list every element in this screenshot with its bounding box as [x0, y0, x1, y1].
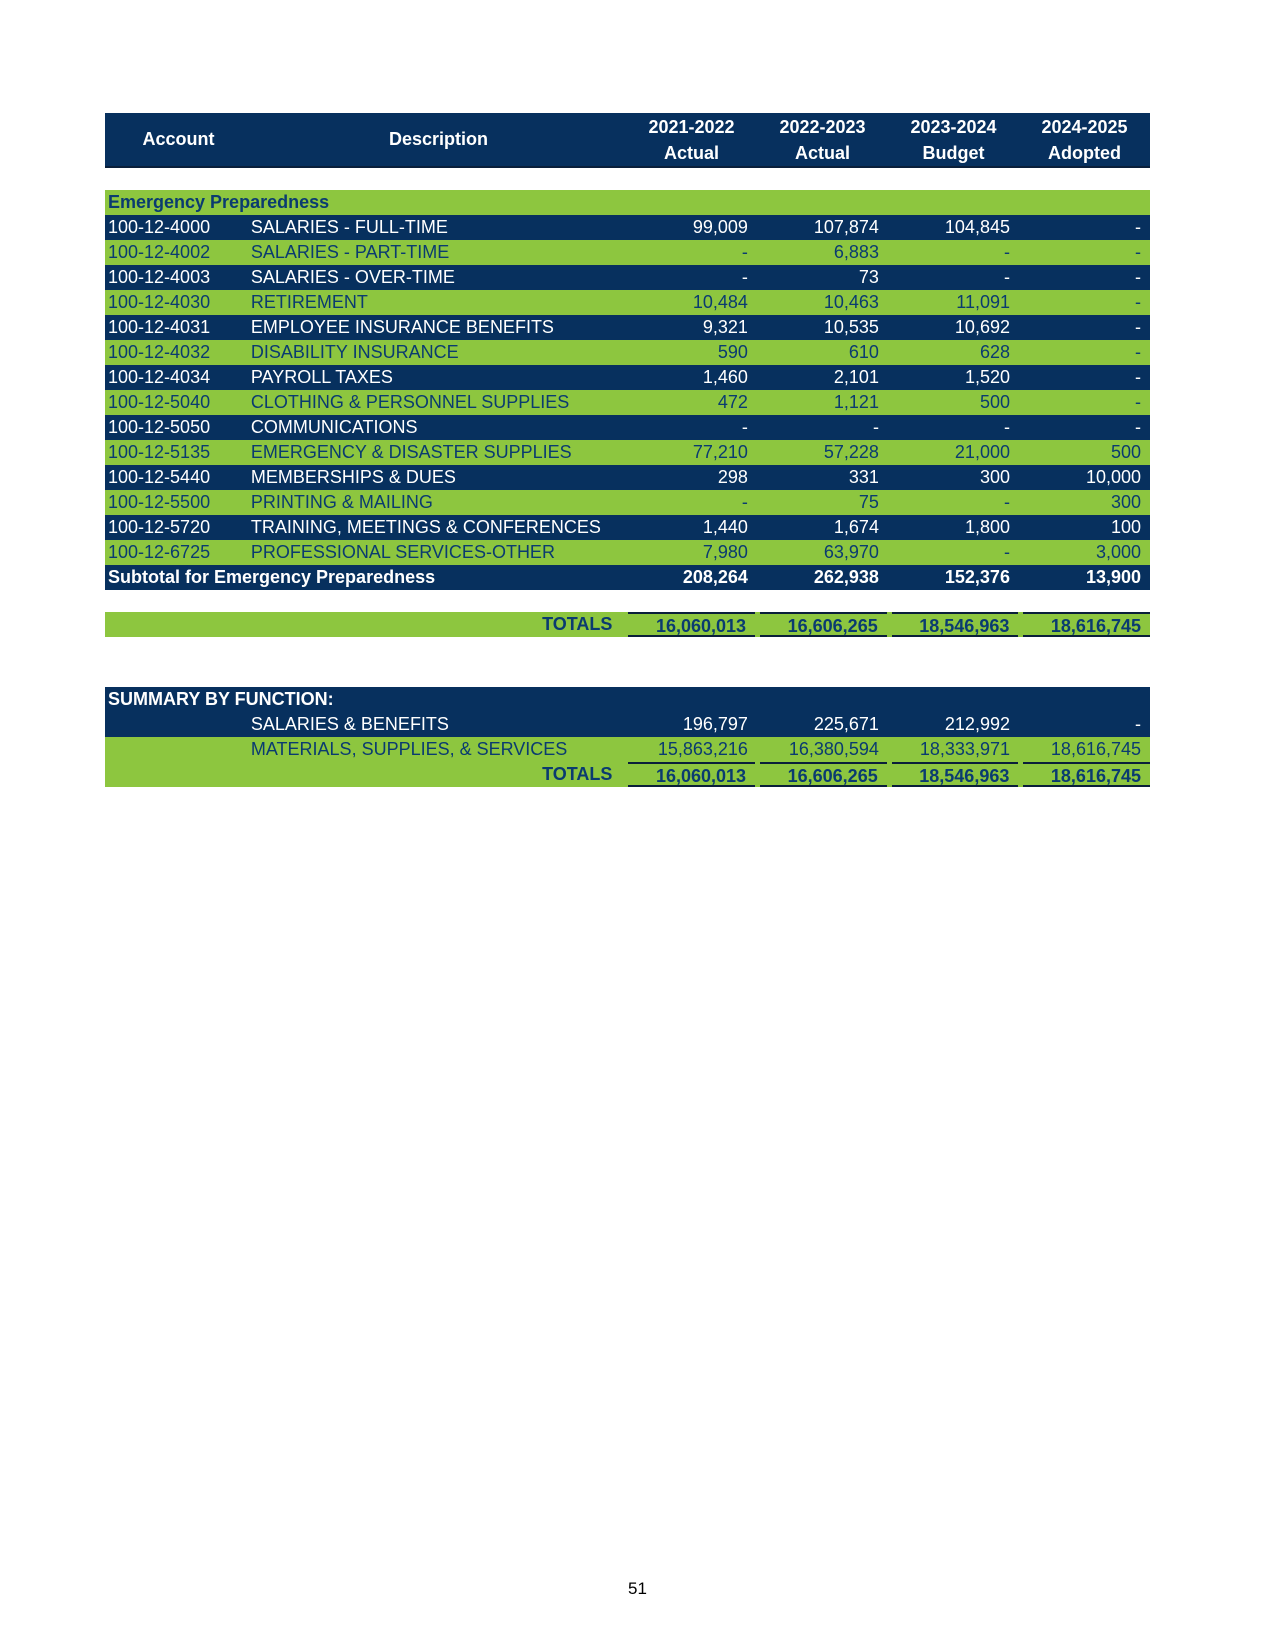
- amount-cell: 1,674: [833, 517, 879, 537]
- totals-label: TOTALS: [542, 614, 613, 634]
- amount-cell: 500: [979, 392, 1010, 412]
- amount-cell: 10,535: [823, 317, 879, 337]
- amount-cell: -: [1003, 417, 1010, 437]
- amount-cell: -: [1135, 417, 1142, 437]
- account-cell: 100-12-5050: [108, 417, 211, 437]
- description-cell: RETIREMENT: [250, 292, 368, 312]
- amount-cell: 107,874: [813, 217, 879, 237]
- header-year: 2022-2023: [779, 116, 866, 137]
- amount-cell: 500: [1110, 442, 1142, 462]
- description-cell: SALARIES - FULL-TIME: [250, 217, 448, 237]
- amount-cell: 77,210: [692, 442, 748, 462]
- account-cell: 100-12-5500: [108, 492, 211, 512]
- description-cell: SALARIES - OVER-TIME: [250, 267, 455, 287]
- account-cell: 100-12-4030: [108, 292, 211, 312]
- table-row: [105, 490, 1150, 515]
- summary-title: [105, 687, 1150, 712]
- amount-cell: -: [872, 417, 879, 437]
- section-rows: [105, 215, 1150, 565]
- subtotal-row: [105, 565, 1150, 590]
- table-row: [105, 290, 1150, 315]
- amount-cell: 7,980: [702, 542, 748, 562]
- description-cell: COMMUNICATIONS: [250, 417, 418, 437]
- header-type: Actual: [795, 142, 851, 163]
- table-row: [105, 340, 1150, 365]
- amount-cell: -: [1135, 367, 1142, 387]
- amount-cell: 628: [979, 342, 1010, 362]
- subtotal-value: 262,938: [813, 567, 879, 587]
- amount-cell: -: [1003, 542, 1010, 562]
- account-cell: 100-12-4003: [108, 267, 211, 287]
- amount-cell: 298: [717, 467, 748, 487]
- amount-cell: 15,863,216: [657, 739, 748, 759]
- summary-totals-row: [105, 762, 1150, 787]
- description-cell: TRAINING, MEETINGS & CONFERENCES: [250, 517, 601, 537]
- table-row: [105, 540, 1150, 565]
- summary-title-text: SUMMARY BY FUNCTION:: [108, 689, 334, 709]
- amount-cell: 590: [717, 342, 748, 362]
- amount-cell: 472: [717, 392, 748, 412]
- amount-cell: 1,440: [702, 517, 748, 537]
- totals-value: 18,616,745: [1023, 612, 1150, 637]
- amount-cell: 104,845: [944, 217, 1010, 237]
- amount-cell: 9,321: [702, 317, 748, 337]
- table-header: [105, 113, 1150, 168]
- amount-cell: -: [741, 417, 748, 437]
- totals-value: 18,546,963: [892, 612, 1019, 637]
- table-row: [105, 265, 1150, 290]
- header-type: Budget: [922, 142, 985, 163]
- account-cell: [105, 737, 249, 762]
- header-col-2024: [1019, 113, 1150, 166]
- account-cell: 100-12-6725: [108, 542, 211, 562]
- section-title: [105, 190, 1150, 215]
- amount-cell: 610: [848, 342, 879, 362]
- table-row: [105, 315, 1150, 340]
- amount-cell: 1,520: [964, 367, 1010, 387]
- totals-row: [105, 612, 1150, 637]
- header-type: Actual: [664, 142, 720, 163]
- account-cell: 100-12-5720: [108, 517, 211, 537]
- description-cell: PROFESSIONAL SERVICES-OTHER: [250, 542, 555, 562]
- amount-cell: 3,000: [1095, 542, 1142, 562]
- amount-cell: 21,000: [954, 442, 1010, 462]
- table-row: [105, 465, 1150, 490]
- amount-cell: -: [1135, 217, 1142, 237]
- header-type: Adopted: [1048, 142, 1122, 163]
- table-row: [105, 515, 1150, 540]
- amount-cell: -: [1135, 317, 1142, 337]
- amount-cell: -: [1135, 342, 1142, 362]
- description-cell: CLOTHING & PERSONNEL SUPPLIES: [250, 392, 570, 412]
- amount-cell: -: [1003, 492, 1010, 512]
- totals-label: TOTALS: [542, 764, 613, 784]
- account-cell: 100-12-4000: [108, 217, 211, 237]
- description-cell: DISABILITY INSURANCE: [250, 342, 459, 362]
- table-row: [105, 440, 1150, 465]
- header-description: Description: [388, 129, 488, 149]
- amount-cell: 196,797: [682, 714, 748, 734]
- header-col-2021: [626, 113, 757, 166]
- amount-cell: -: [1003, 267, 1010, 287]
- amount-cell: -: [1135, 392, 1142, 412]
- totals-value: 16,060,013: [628, 762, 755, 787]
- amount-cell: -: [1135, 714, 1142, 734]
- amount-cell: 225,671: [813, 714, 879, 734]
- page-number: 51: [628, 1579, 647, 1598]
- amount-cell: 1,460: [702, 367, 748, 387]
- account-cell: 100-12-4032: [108, 342, 211, 362]
- subtotal-value: 152,376: [944, 567, 1010, 587]
- account-cell: 100-12-5135: [108, 442, 211, 462]
- totals-value: 16,606,265: [760, 612, 887, 637]
- header-year: 2021-2022: [648, 116, 735, 137]
- spacer: [105, 637, 1150, 687]
- account-cell: 100-12-5040: [108, 392, 211, 412]
- table-row: [105, 415, 1150, 440]
- amount-cell: 75: [858, 492, 879, 512]
- table-row: [105, 365, 1150, 390]
- description-cell: MEMBERSHIPS & DUES: [250, 467, 456, 487]
- table-row: [105, 737, 1150, 762]
- description-cell: SALARIES & BENEFITS: [250, 714, 449, 734]
- amount-cell: -: [741, 242, 748, 262]
- amount-cell: 2,101: [833, 367, 879, 387]
- description-cell: SALARIES - PART-TIME: [250, 242, 450, 262]
- subtotal-value: 13,900: [1085, 567, 1141, 587]
- amount-cell: 331: [848, 467, 879, 487]
- amount-cell: 1,121: [833, 392, 879, 412]
- amount-cell: -: [1135, 292, 1142, 312]
- table-row: [105, 215, 1150, 240]
- header-col-2022: [757, 113, 888, 166]
- amount-cell: 18,333,971: [919, 739, 1010, 759]
- account-cell: 100-12-4034: [108, 367, 211, 387]
- totals-value: 18,546,963: [892, 762, 1019, 787]
- amount-cell: 73: [858, 267, 879, 287]
- header-year: 2024-2025: [1041, 116, 1128, 137]
- description-cell: EMERGENCY & DISASTER SUPPLIES: [250, 442, 572, 462]
- amount-cell: -: [741, 492, 748, 512]
- description-cell: MATERIALS, SUPPLIES, & SERVICES: [250, 739, 568, 759]
- amount-cell: 212,992: [944, 714, 1010, 734]
- amount-cell: 99,009: [692, 217, 748, 237]
- budget-document: [105, 113, 1150, 787]
- table-row: [105, 240, 1150, 265]
- description-cell: PAYROLL TAXES: [250, 367, 393, 387]
- summary-rows: [105, 712, 1150, 762]
- amount-cell: -: [1135, 267, 1142, 287]
- table-row: [105, 712, 1150, 737]
- amount-cell: 10,692: [954, 317, 1010, 337]
- amount-cell: 100: [1110, 517, 1142, 537]
- table-row: [105, 390, 1150, 415]
- amount-cell: 10,484: [692, 292, 748, 312]
- spacer: [105, 168, 1150, 190]
- spacer: [105, 590, 1150, 612]
- amount-cell: 57,228: [823, 442, 879, 462]
- account-cell: [105, 712, 249, 737]
- amount-cell: 1,800: [964, 517, 1010, 537]
- totals-value: 18,616,745: [1023, 762, 1150, 787]
- header-col-2023: [888, 113, 1019, 166]
- description-cell: EMPLOYEE INSURANCE BENEFITS: [250, 317, 554, 337]
- amount-cell: 18,616,745: [1050, 739, 1142, 759]
- amount-cell: 10,463: [823, 292, 879, 312]
- amount-cell: 300: [979, 467, 1010, 487]
- account-cell: 100-12-5440: [108, 467, 211, 487]
- amount-cell: 16,380,594: [788, 739, 879, 759]
- amount-cell: 6,883: [833, 242, 879, 262]
- amount-cell: -: [1135, 242, 1142, 262]
- amount-cell: 63,970: [823, 542, 879, 562]
- subtotal-value: 208,264: [682, 567, 748, 587]
- amount-cell: 10,000: [1085, 467, 1142, 487]
- account-cell: 100-12-4031: [108, 317, 211, 337]
- header-year: 2023-2024: [910, 116, 997, 137]
- account-cell: 100-12-4002: [108, 242, 211, 262]
- totals-value: 16,060,013: [628, 612, 755, 637]
- amount-cell: -: [1003, 242, 1010, 262]
- amount-cell: 300: [1110, 492, 1142, 512]
- amount-cell: -: [741, 267, 748, 287]
- subtotal-label: Subtotal for Emergency Preparedness: [108, 567, 436, 587]
- description-cell: PRINTING & MAILING: [250, 492, 433, 512]
- amount-cell: 11,091: [956, 292, 1010, 312]
- header-account: Account: [142, 129, 215, 149]
- totals-value: 16,606,265: [760, 762, 887, 787]
- section-title-text: Emergency Preparedness: [108, 192, 330, 212]
